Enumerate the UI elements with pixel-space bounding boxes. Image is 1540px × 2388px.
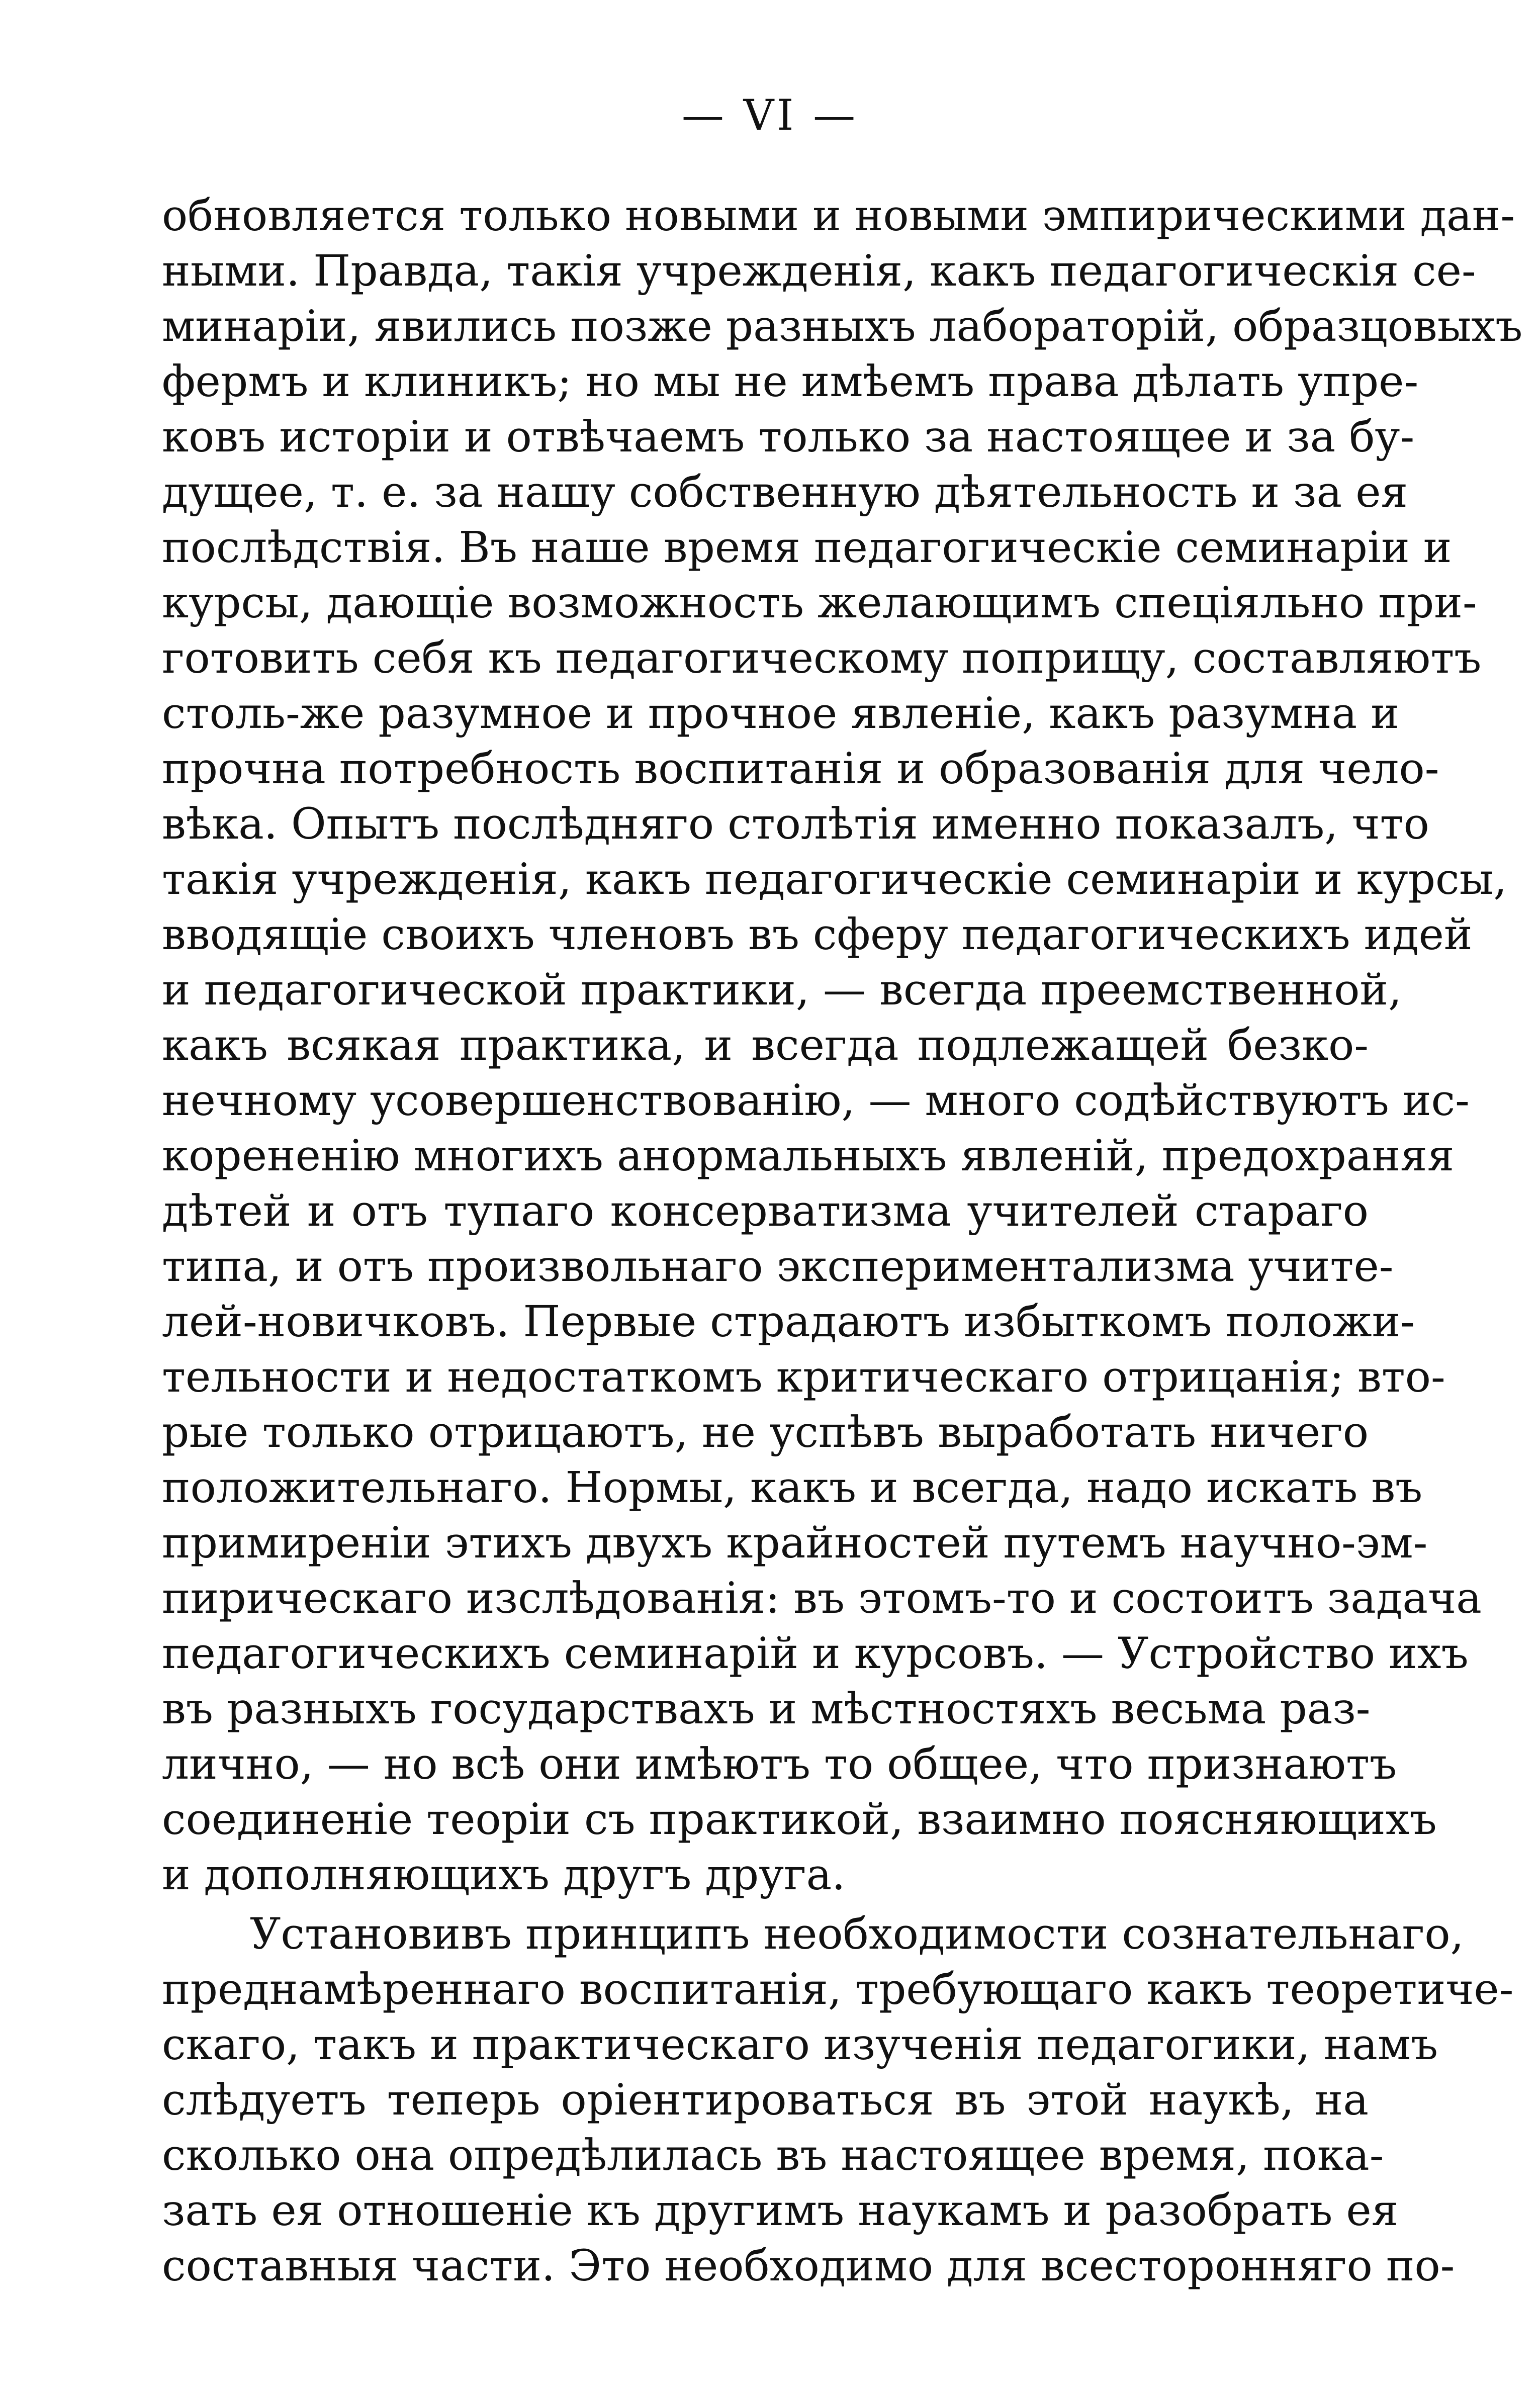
text-line: такія учрежденія, какъ педагогическіе семинаріи и курсы, [162, 855, 1507, 904]
text-line: лично, — но всѣ они имѣютъ то общее, что признаютъ [162, 1739, 1397, 1789]
text-line: и педагогической практики, — всегда преемственной, [162, 965, 1402, 1015]
text-line: вводящіе своихъ членовъ въ сферу педагогическихъ идей [162, 910, 1473, 960]
text-line: обновляется только новыми и новыми эмпирическими дан- [162, 191, 1515, 241]
page-number: — VI — [681, 90, 859, 140]
text-line: тельности и недостаткомъ критическаго отрицанія; вто- [162, 1352, 1445, 1402]
text-line: столь-же разумное и прочное явленіе, какъ разумна и [162, 689, 1399, 739]
text-line: въ разныхъ государствахъ и мѣстностяхъ весьма раз- [162, 1684, 1371, 1734]
text-line: слѣдуетъ теперь оріентироваться въ этой наукѣ, на [162, 2075, 1369, 2125]
text-line: лей-новичковъ. Первые страдаютъ избыткомъ положи- [162, 1297, 1415, 1347]
text-line: готовить себя къ педагогическому поприщу, составляютъ [162, 633, 1482, 683]
text-line: и дополняющихъ другъ друга. [162, 1850, 846, 1900]
text-line: курсы, дающіе возможность желающимъ спеціяльно при- [162, 578, 1477, 628]
text-line: нечному усовершенствованію, — много содѣйствуютъ ис- [162, 1076, 1470, 1126]
text-line: примиреніи этихъ двухъ крайностей путемъ научно-эм- [162, 1518, 1428, 1568]
body-text [162, 189, 1523, 2294]
text-line: преднамѣреннаго воспитанія, требующаго какъ теоретиче- [162, 1965, 1514, 2014]
text-line: педагогическихъ семинарій и курсовъ. — Устройство ихъ [162, 1629, 1469, 1679]
text-line: пирическаго изслѣдованія: въ этомъ-то и состоитъ задача [162, 1574, 1482, 1623]
text-line: какъ всякая практика, и всегда подлежащей безко- [162, 1021, 1369, 1070]
paragraph-1 [162, 189, 1523, 1903]
text-line: ными. Правда, такія учрежденія, какъ педагогическія се- [162, 246, 1476, 296]
text-line: составныя части. Это необходимо для всесторонняго по- [162, 2241, 1455, 2291]
text-line: корененію многихъ анормальныхъ явленій, предохраняя [162, 1131, 1455, 1181]
text-line: типа, и отъ произвольнаго экспериментализма учите- [162, 1242, 1394, 1292]
paragraph-gap [162, 1903, 1369, 1907]
text-line: сколько она опредѣлилась въ настоящее время, пока- [162, 2131, 1384, 2180]
text-line: дѣтей и отъ тупаго консерватизма учителей стараго [162, 1186, 1369, 1236]
text-line: фермъ и клиникъ; но мы не имѣемъ права дѣлать упре- [162, 357, 1419, 407]
paragraph-2 [162, 1907, 1514, 2294]
text-line: скаго, такъ и практическаго изученія педагогики, намъ [162, 2020, 1438, 2070]
text-line: зать ея отношеніе къ другимъ наукамъ и разобрать ея [162, 2186, 1399, 2236]
text-line: положительнаго. Нормы, какъ и всегда, надо искать въ [162, 1463, 1423, 1513]
text-line: Установивъ принципъ необходимости сознательнаго, [250, 1909, 1464, 1959]
text-line: дущее, т. е. за нашу собственную дѣятельность и за ея [162, 468, 1408, 517]
text-line: ковъ исторіи и отвѣчаемъ только за настоящее и за бу- [162, 412, 1415, 462]
text-line: соединеніе теоріи съ практикой, взаимно поясняющихъ [162, 1795, 1437, 1845]
text-line: рые только отрицаютъ, не успѣвъ выработать ничего [162, 1408, 1369, 1457]
text-line: прочна потребность воспитанія и образованія для чело- [162, 744, 1439, 794]
text-line: послѣдствія. Въ наше время педагогическіе семинаріи и [162, 523, 1452, 573]
text-line: вѣка. Опытъ послѣдняго столѣтія именно показалъ, что [162, 799, 1429, 849]
text-line: минаріи, явились позже разныхъ лабораторій, образцовыхъ [162, 302, 1523, 351]
